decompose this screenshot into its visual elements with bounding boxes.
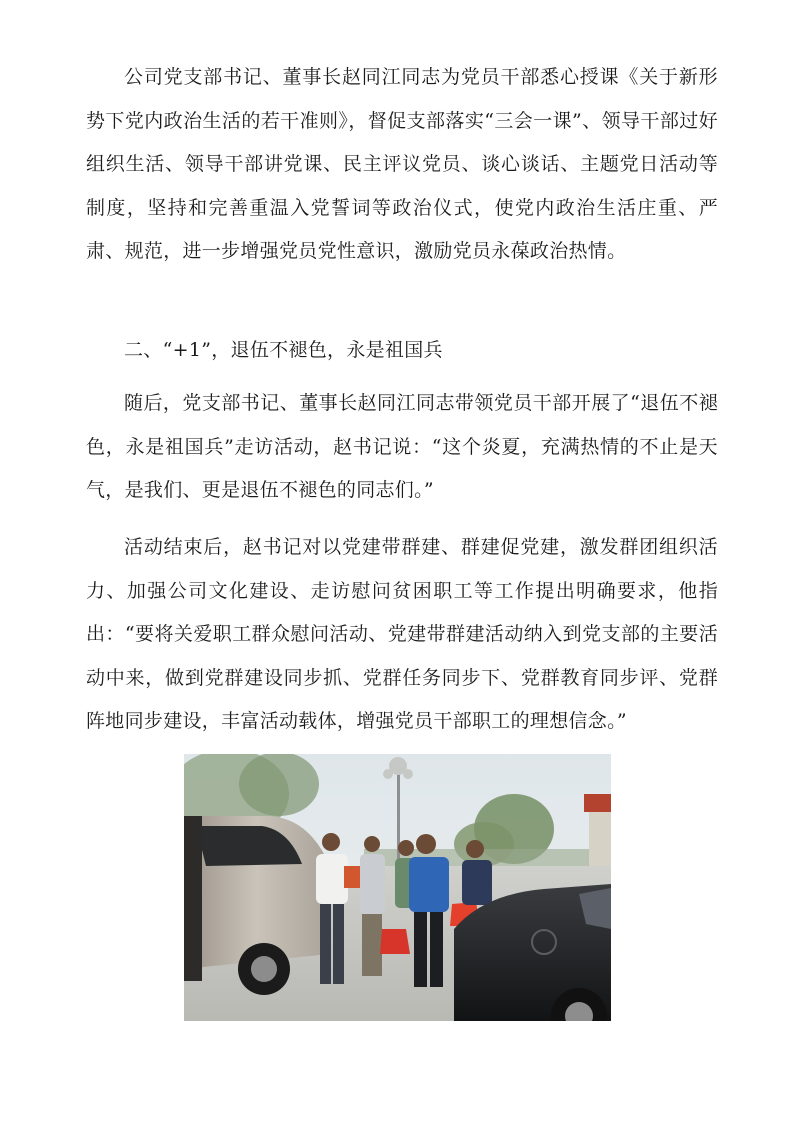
event-photo (184, 754, 611, 1021)
paragraph-lecture: 公司党支部书记、董事长赵同江同志为党员干部悉心授课《关于新形势下党内政治生活的若干准则》，督促支部落实“三会一课”、领导干部过好组织生活、领导干部讲党课、民主评议党员、谈心谈话、主题党日活动等制度，坚持和完善重温入党誓词等政治仪式，使党内政治生活庄重、严肃、规范，进一步增强党员党性意识，激励党员永葆政治热情。 (86, 66, 718, 262)
paragraph-visit: 随后，党支部书记、董事长赵同江同志带领党员干部开展了“退伍不褪色，永是祖国兵”走访活动，赵书记说：“这个炎夏，充满热情的不止是天气，是我们、更是退伍不褪色的同志们。” (86, 392, 718, 501)
section-heading-veterans: 二、“+1”，退伍不褪色，永是祖国兵 (124, 339, 443, 361)
paragraph-requirements: 活动结束后，赵书记对以党建带群建、群建促党建，激发群团组织活力、加强公司文化建设、走访慰问贫困职工等工作提出明确要求，他指出：“要将关爱职工群众慰问活动、党建带群建活动纳入到党支部的主要活动中来，做到党群建设同步抓、党群任务同步下、党群教育同步评、党群阵地同步建设，丰富活动载体，增强党员干部职工的理想信念。” (86, 536, 718, 732)
